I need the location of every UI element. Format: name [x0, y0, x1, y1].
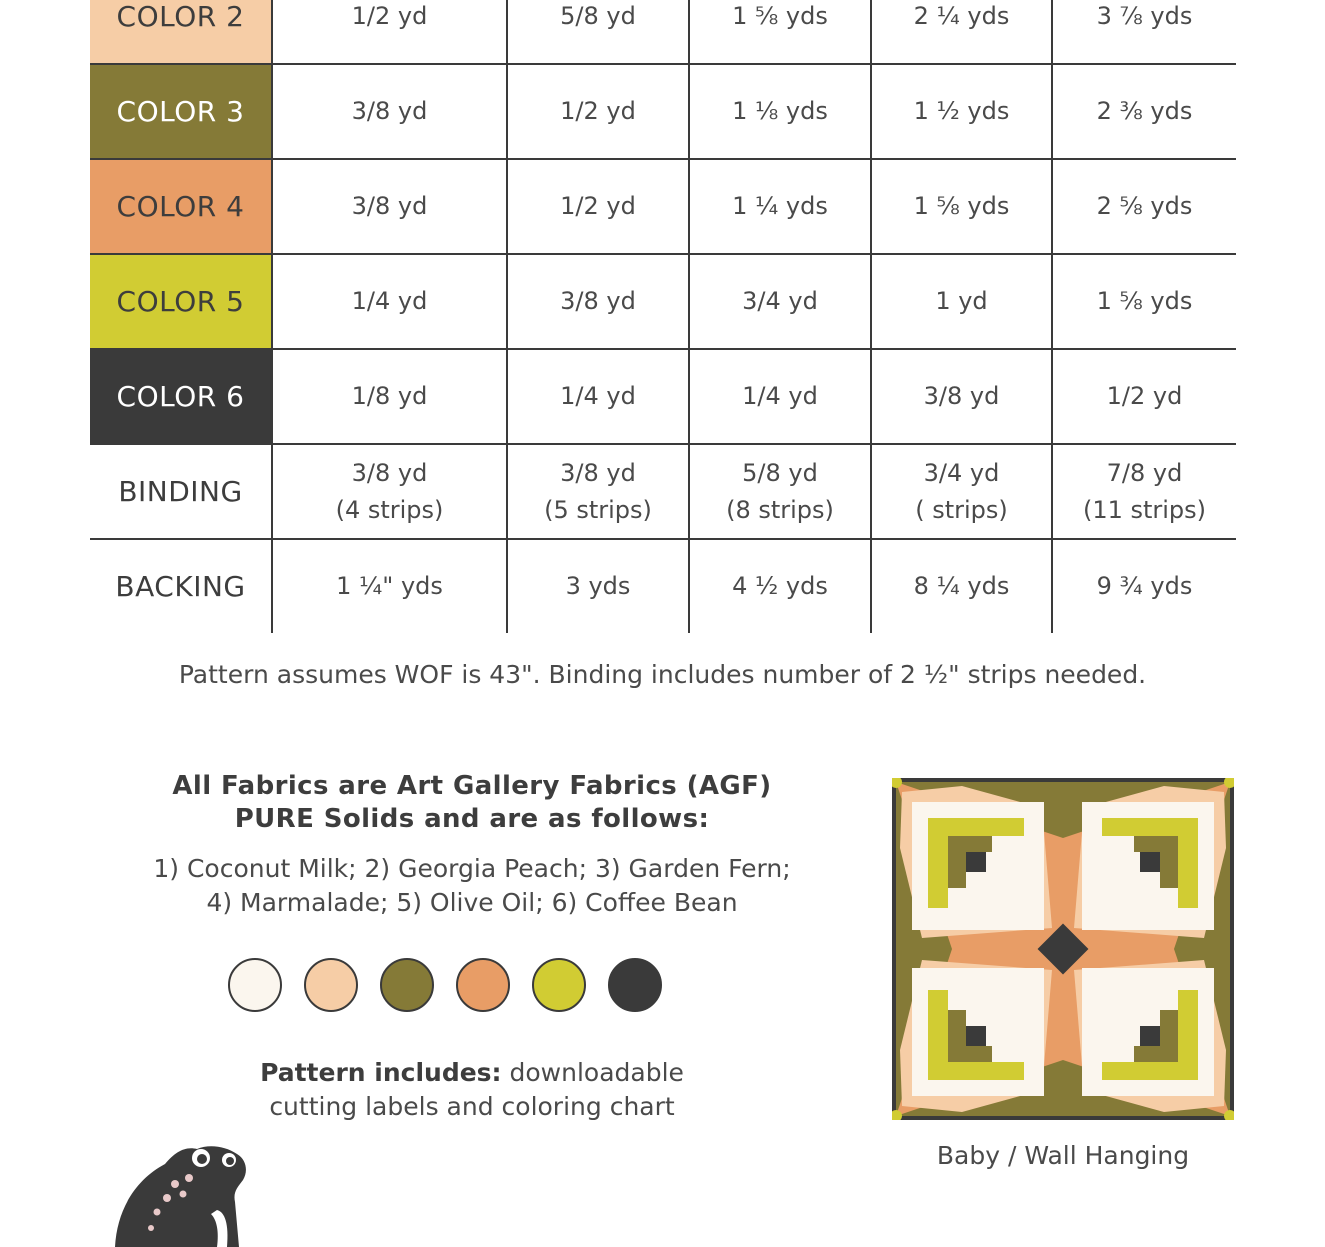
- yardage-cell: 1 ⅝ yds: [871, 159, 1052, 254]
- yardage-cell-line: (4 strips): [335, 495, 444, 524]
- yardage-cell: [689, 444, 871, 539]
- includes-text: downloadable: [501, 1058, 684, 1087]
- fabric-list-line: 4) Marmalade; 5) Olive Oil; 6) Coffee Bean: [206, 888, 738, 917]
- fabric-info-title-line: All Fabrics are Art Gallery Fabrics (AGF): [172, 771, 772, 801]
- table-row: [90, 159, 1236, 254]
- yardage-cell: 1 ¼" yds: [272, 539, 507, 633]
- yardage-cell-line: (8 strips): [726, 495, 834, 524]
- yardage-cell: 3 yds: [507, 539, 689, 633]
- wof-note: Pattern assumes WOF is 43". Binding includes number of 2 ½" strips needed.: [178, 660, 1147, 689]
- yardage-cell: 1 yd: [871, 254, 1052, 349]
- row-label: COLOR 2: [90, 0, 272, 64]
- yardage-cell: 2 ⅜ yds: [1052, 64, 1236, 159]
- table-row: [90, 539, 1236, 633]
- yardage-cell-line: (5 strips): [544, 495, 652, 524]
- fabric-info-title: [112, 770, 832, 836]
- yardage-cell-line: 5/8 yd: [742, 458, 818, 487]
- yardage-cell: [871, 444, 1052, 539]
- quilt-caption: Baby / Wall Hanging: [936, 1141, 1190, 1170]
- color-swatch: [456, 958, 510, 1012]
- table-row: [90, 444, 1236, 539]
- color-swatch: [380, 958, 434, 1012]
- yardage-cell-line: ( strips): [915, 495, 1008, 524]
- yardage-cell: [272, 444, 507, 539]
- row-label: BINDING: [90, 444, 272, 539]
- row-label: BACKING: [90, 539, 272, 633]
- yardage-cell: 3/8 yd: [871, 349, 1052, 444]
- fabric-list: [112, 852, 832, 920]
- yardage-cell: 1/4 yd: [272, 254, 507, 349]
- table-row: [90, 64, 1236, 159]
- yardage-cell: 1/8 yd: [272, 349, 507, 444]
- color-swatch: [228, 958, 282, 1012]
- yardage-cell: 2 ¼ yds: [871, 0, 1052, 64]
- row-label: COLOR 5: [90, 254, 272, 349]
- yardage-cell: 5/8 yd: [507, 0, 689, 64]
- yardage-cell-line: 3/8 yd: [351, 458, 428, 487]
- yardage-cell: 8 ¼ yds: [871, 539, 1052, 633]
- row-label: COLOR 4: [90, 159, 272, 254]
- yardage-cell: 1/4 yd: [689, 349, 871, 444]
- yardage-cell-line: 3/8 yd: [560, 458, 636, 487]
- yardage-cell: 1/2 yd: [1052, 349, 1236, 444]
- yardage-cell-line: 7/8 yd: [1106, 458, 1183, 487]
- yardage-cell: 1/2 yd: [507, 64, 689, 159]
- yardage-cell: 4 ½ yds: [689, 539, 871, 633]
- yardage-cell-line: 3/4 yd: [923, 458, 1000, 487]
- includes-text-line2: cutting labels and coloring chart: [269, 1092, 675, 1121]
- yardage-cell: [507, 444, 689, 539]
- yardage-cell: 3 ⅞ yds: [1052, 0, 1236, 64]
- color-swatches: [228, 958, 662, 1016]
- yardage-cell: [1052, 444, 1236, 539]
- color-swatch: [532, 958, 586, 1012]
- yardage-cell: 3/8 yd: [272, 159, 507, 254]
- yardage-cell: 9 ¾ yds: [1052, 539, 1236, 633]
- yardage-cell: 2 ⅝ yds: [1052, 159, 1236, 254]
- yardage-cell: 1/2 yd: [272, 0, 507, 64]
- table-row: [90, 0, 1236, 64]
- yardage-cell: 1 ⅝ yds: [1052, 254, 1236, 349]
- color-swatch: [304, 958, 358, 1012]
- yardage-cell: 1 ½ yds: [871, 64, 1052, 159]
- yardage-cell: 3/8 yd: [507, 254, 689, 349]
- table-row: [90, 349, 1236, 444]
- table-row: [90, 254, 1236, 349]
- yardage-cell: 1 ⅝ yds: [689, 0, 871, 64]
- yardage-cell-line: (11 strips): [1082, 495, 1207, 524]
- pattern-includes: [112, 1056, 832, 1124]
- yardage-cell: 3/4 yd: [689, 254, 871, 349]
- yardage-cell: 1 ⅛ yds: [689, 64, 871, 159]
- frog-logo-icon: [105, 1140, 255, 1247]
- yardage-cell: 1/2 yd: [507, 159, 689, 254]
- includes-label: Pattern includes:: [260, 1058, 502, 1087]
- fabric-info-title-line: PURE Solids and are as follows:: [234, 804, 710, 834]
- fabric-requirements-table: [90, 0, 1236, 633]
- quilt-preview-image: [892, 778, 1234, 1120]
- yardage-cell: 3/8 yd: [272, 64, 507, 159]
- row-label: COLOR 6: [90, 349, 272, 444]
- yardage-cell: 1 ¼ yds: [689, 159, 871, 254]
- fabric-list-line: 1) Coconut Milk; 2) Georgia Peach; 3) Garden Fern;: [153, 854, 791, 883]
- yardage-cell: 1/4 yd: [507, 349, 689, 444]
- row-label: COLOR 3: [90, 64, 272, 159]
- color-swatch: [608, 958, 662, 1012]
